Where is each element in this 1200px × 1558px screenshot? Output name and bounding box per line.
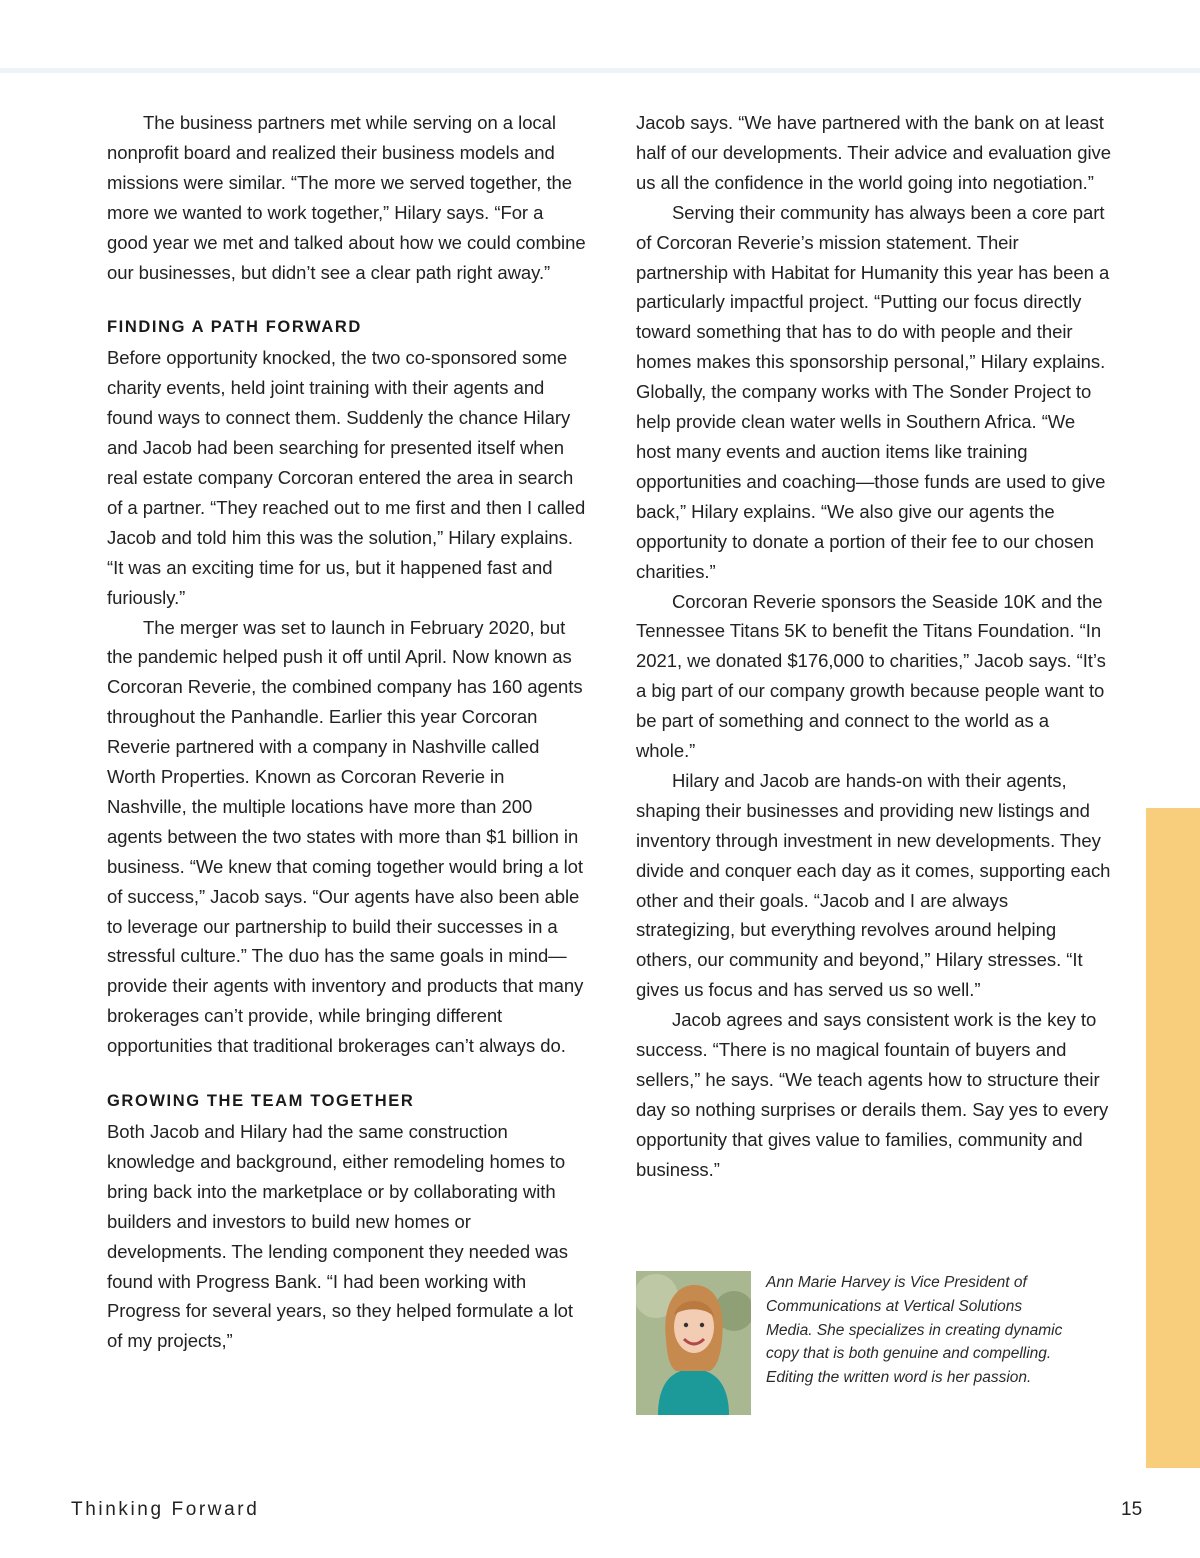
paragraph: The business partners met while serving on a local nonprofit board and realized their business models and missions were similar. “The more we served together, the more we wanted to work together,” Hilary says. “For a good year we met and talked about how we could combine our businesses, but didn’t see a clear path right away.” (107, 112, 586, 283)
paragraph: The merger was set to launch in February 2020, but the pandemic helped push it off until April. Now known as Corcoran Reverie, the combined company has 160 agents throughout the Panhandle. Earlier this year Corcoran Reverie partnered with a company in Nashville called Worth Properties. Known as Corcoran Reverie in Nashville, the multiple locations have more than 200 agents between the two states with more than $1 billion in business. “We knew that coming together would bring a lot of success,” Jacob says. “Our agents have also been able to leverage our partnership to build their successes in a stressful culture.” The duo has the same goals in mind—provide their agents with inventory and products that many brokerages can’t provide, while bringing different opportunities that traditional brokerages can’t always do. (107, 616, 584, 1057)
page-number: 15 (1121, 1499, 1143, 1520)
publication-name: Thinking Forward (71, 1499, 260, 1520)
paragraph: Both Jacob and Hilary had the same construction knowledge and background, either remodeling homes to bring back into the marketplace or by collaborating with builders and investors to build new homes or developments. The lending component they needed was found with Progress Bank. “I had been working with Progress for several years, so they helped formulate a lot of my projects,” (107, 1121, 573, 1352)
article-column-left (107, 108, 587, 1356)
paragraph: Serving their community has always been a core part of Corcoran Reverie’s mission statement. Their partnership with Habitat for Humanity this year has been a particularly impactful project. “Putting our focus directly toward something that has to do with people and their homes makes this sponsorship personal,” Hilary explains. Globally, the company works with The Sonder Project to help provide clean water wells in Southern Africa. “We host many events and auction items like training opportunities and coaching—those funds are used to give back,” Hilary explains. “We also give our agents the opportunity to donate a portion of their fee to our chosen charities.” (636, 201, 1110, 582)
paragraph: Jacob agrees and says consistent work is the key to success. “There is no magical fountain of buyers and sellers,” he says. “We teach agents how to structure their day so nothing surprises or derails them. Say yes to every opportunity that gives value to families, community and business.” (636, 1009, 1109, 1180)
author-photo (636, 1271, 751, 1415)
top-divider (0, 68, 1200, 73)
paragraph: Corcoran Reverie sponsors the Seaside 10K and the Tennessee Titans 5K to benefit the Titans Foundation. “In 2021, we donated $176,000 to charities,” Jacob says. “It’s a big part of our company growth because people want to be part of something and connect to the world as a whole.” (636, 590, 1106, 762)
author-portrait-icon (636, 1271, 751, 1415)
paragraph: Before opportunity knocked, the two co-sponsored some charity events, held joint training with their agents and found ways to connect them. Suddenly the chance Hilary and Jacob had been searching for presented itself when real estate company Corcoran entered the area in search of a partner. “They reached out to me first and then I called Jacob and told him this was the solution,” Hilary explains. “It was an exciting time for us, but it happened fast and furiously.” (107, 347, 586, 608)
article-column-right (636, 108, 1111, 1185)
accent-side-tab (1146, 808, 1200, 1468)
section-heading-finding-path: FINDING A PATH FORWARD (107, 318, 362, 337)
paragraph: Jacob says. “We have partnered with the bank on at least half of our developments. Their advice and evaluation give us all the confidence in the world going into negotiation.” (636, 112, 1111, 193)
author-bio (636, 1271, 1116, 1421)
author-bio-text: Ann Marie Harvey is Vice President of Communications at Vertical Solutions Media. She specializes in creating dynamic copy that is both genuine and compelling. Editing the written word is her passion. (766, 1274, 1063, 1387)
section-heading-growing-team: GROWING THE TEAM TOGETHER (107, 1092, 415, 1111)
paragraph: Hilary and Jacob are hands-on with their agents, shaping their businesses and providing new listings and inventory through investment in new developments. They divide and conquer each day as it comes, supporting each other and their goals. “Jacob and I are always strategizing, but everything revolves around helping others, our community and beyond,” Hilary stresses. “It gives us focus and has served us so well.” (636, 769, 1111, 1001)
